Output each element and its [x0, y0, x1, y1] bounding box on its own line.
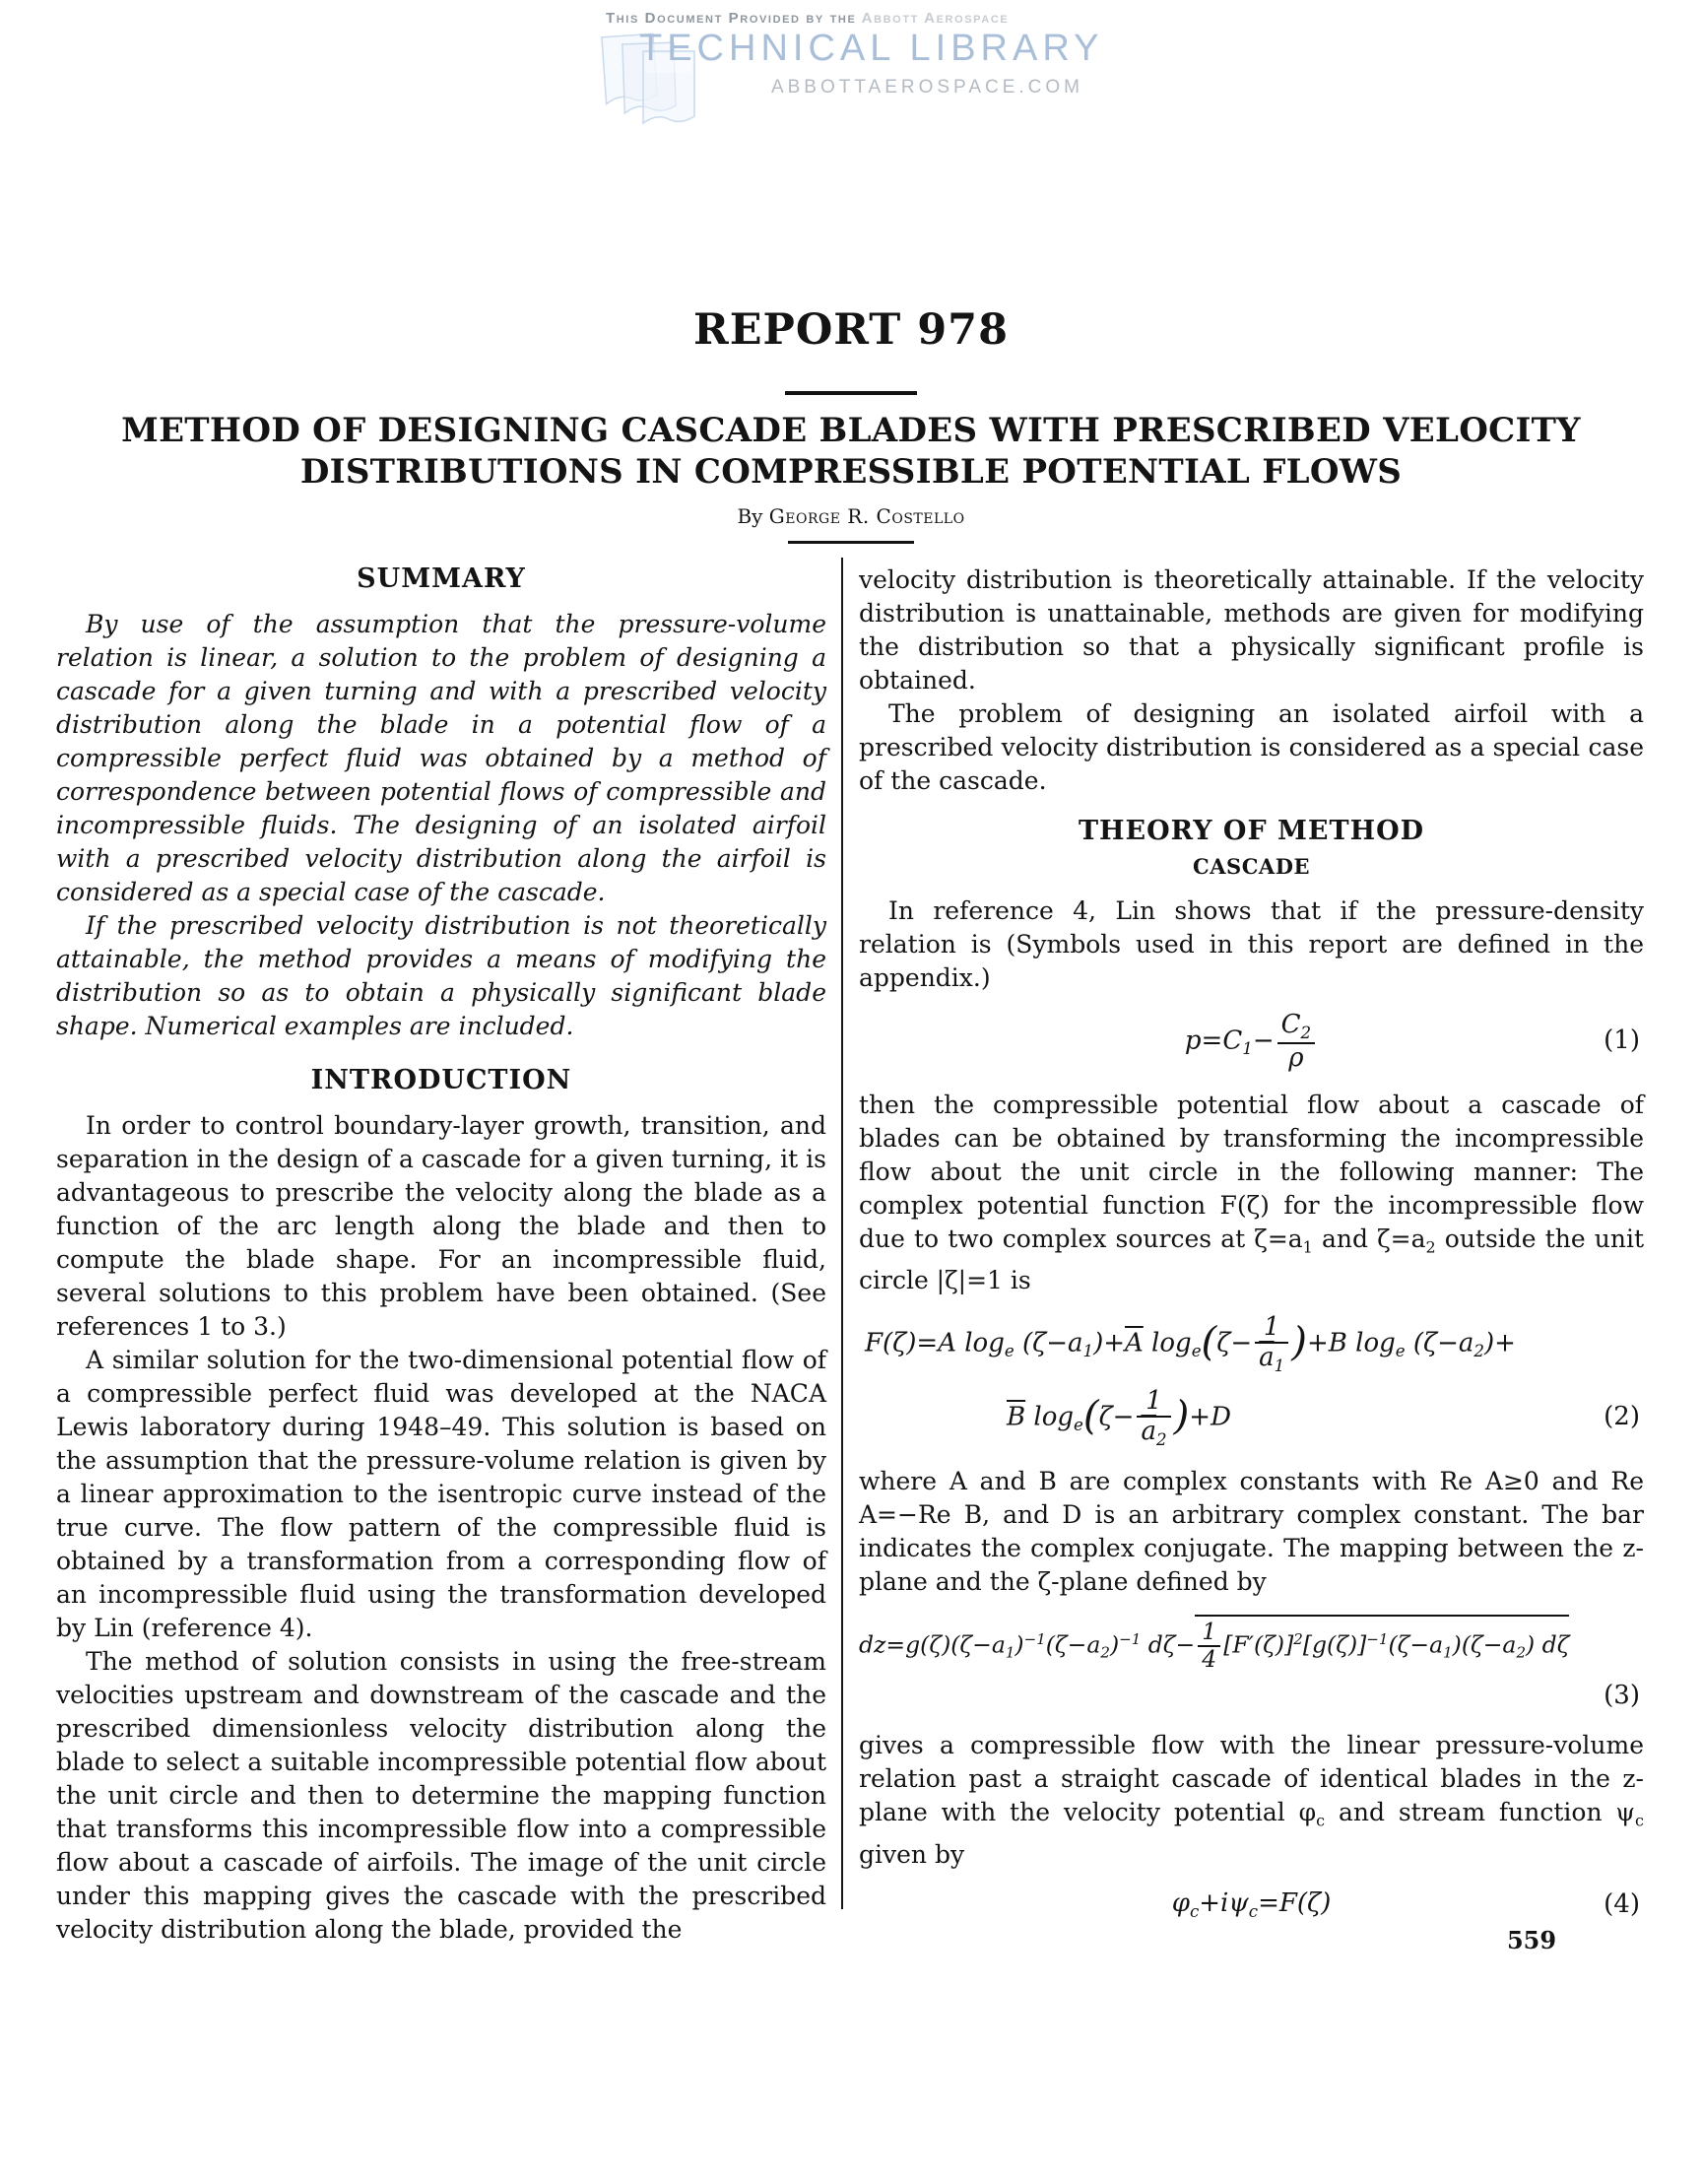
- left-column: [56, 563, 826, 1947]
- page-number: 559: [1506, 1926, 1557, 1954]
- cascade-p4-seg3: given by: [859, 1839, 965, 1869]
- eq2-close-paren-1: ): [1291, 1318, 1307, 1365]
- cascade-p4-seg1: gives a compressible flow with the linear pressure-volume relation past a straight cascade of identical blades in the z-plane with the velocity potential: [859, 1731, 1644, 1827]
- eq3-conjugate-group: [1195, 1615, 1569, 1673]
- right-column: [859, 563, 1644, 1938]
- eq4-phi-sub: c: [1189, 1901, 1200, 1921]
- eq3-t5: (ζ−a: [1045, 1630, 1101, 1659]
- eq2-t14: log: [1025, 1402, 1074, 1432]
- eq2-open-paren-2: (: [1082, 1392, 1099, 1439]
- continuation-paragraph-1: velocity distribution is theoretically attainable. If the velocity distribution is unattainable, methods are given for modifying the distribution so that a physically significant profile is obtained.: [859, 565, 1644, 695]
- eq4-psi-sub: c: [1248, 1901, 1259, 1921]
- eq2-t13: )+: [1483, 1328, 1516, 1358]
- eq2-t11: (ζ−a: [1405, 1328, 1474, 1358]
- eq2-frac1-den-a: $\overline{a}$: [1259, 1342, 1275, 1372]
- summary-paragraph-1: By use of the assumption that the pressure-volume relation is linear, a solution to the problem of designing a cascade for a given turning and with a prescribed velocity distribution along the blade in a potential flow of a compressible perfect fluid was obtained by a method of correspondence between potential flows of compressible and incompressible fluids. The designing of an isolated airfoil with a prescribed velocity distribution along the airfoil is considered as a special case of the cascade.: [56, 610, 826, 906]
- watermark-provided-line: [606, 10, 1009, 27]
- eq1-lhs: p=C: [1184, 1026, 1243, 1056]
- watermark-provider-text: Abbott Aerospace: [861, 10, 1010, 27]
- eq2-t16: ζ−: [1098, 1402, 1135, 1432]
- eq4-phi: φ: [1171, 1887, 1190, 1918]
- cascade-p4-psi: ψ: [1615, 1798, 1636, 1827]
- eq1-fraction-denominator: ρ: [1288, 1043, 1304, 1074]
- eq2-frac2-den: [1137, 1418, 1170, 1449]
- eq3-t11: 2: [1293, 1629, 1303, 1648]
- eq2-open-paren-1: (: [1201, 1318, 1217, 1365]
- header-rule-bottom: [788, 541, 914, 544]
- eq1-num-sub: 2: [1300, 1023, 1312, 1042]
- eq3-t2: 1: [1005, 1643, 1015, 1662]
- watermark: [594, 8, 1104, 156]
- page-title: [0, 410, 1702, 493]
- eq2-B-conjugate: $\overline{B}$: [1007, 1402, 1026, 1432]
- eq3-t17: 2: [1516, 1643, 1527, 1662]
- equation-3-line: [859, 1615, 1644, 1673]
- eq3-t3: ): [1015, 1630, 1024, 1659]
- cascade-p2-seg3: outside the unit circle |ζ|=1 is: [859, 1224, 1644, 1295]
- eq3-t6: 2: [1100, 1643, 1110, 1662]
- cascade-subheading: CASCADE: [1193, 854, 1310, 879]
- eq2-t12: 2: [1473, 1342, 1484, 1361]
- continuation-paragraph-2: The problem of designing an isolated airfoil with a prescribed velocity distribution is considered as a special case of the cascade.: [859, 699, 1644, 795]
- cascade-p4-sub2: c: [1635, 1811, 1644, 1830]
- author-name: George R. Costello: [768, 504, 965, 528]
- equation-1-number: (1): [1604, 1026, 1640, 1056]
- cascade-p4-seg2: and stream function: [1325, 1798, 1616, 1827]
- eq2-fraction-1: [1255, 1313, 1288, 1375]
- eq3-t8: −1: [1119, 1629, 1142, 1648]
- watermark-site-text: ABBOTTAEROSPACE.COM: [770, 77, 1083, 98]
- equation-2-number: (2): [1604, 1402, 1640, 1432]
- eq1-fraction-numerator: [1277, 1011, 1315, 1044]
- cascade-p2-seg1: then the compressible potential flow about a cascade of blades can be obtained by transforming the incompressible flow about the unit circle in the following manner: The complex potential function F(ζ) for the incompressible flow due to two complex sources at ζ=a: [859, 1090, 1644, 1253]
- eq2-t8: ζ−: [1216, 1328, 1253, 1358]
- eq2-frac2-num: 1: [1137, 1387, 1170, 1418]
- cascade-paragraph-1: In reference 4, Lin shows that if the pressure-density relation is (Symbols used in this report are defined in the appendix.): [859, 896, 1644, 992]
- summary-heading: SUMMARY: [357, 563, 526, 594]
- theory-of-method-heading: THEORY OF METHOD: [1078, 816, 1425, 846]
- eq3-frac-den: 4: [1202, 1644, 1217, 1673]
- cascade-p2-sub1: 1: [1302, 1237, 1313, 1257]
- eq1-fraction: [1277, 1011, 1315, 1073]
- introduction-paragraph-2: A similar solution for the two-dimensional potential flow of a compressible perfect fluid was developed at the NACA Lewis laboratory during 1948–49. This solution is based on the assumption that the pressure-volume relation is given by a linear approximation to the isentropic curve instead of the true curve. The flow pattern of the compressible fluid is obtained by a transformation from a corresponding flow of an incompressible fluid using the transformation developed by Lin (reference 4).: [56, 1346, 826, 1642]
- eq2-close-paren-2: ): [1173, 1392, 1190, 1439]
- eq2-A-conjugate: $\overline{A}$: [1125, 1328, 1144, 1358]
- cascade-paragraph-4: [859, 1729, 1644, 1872]
- eq3-t1: dz=g(ζ)(ζ−a: [859, 1630, 1006, 1659]
- equation-4-number: (4): [1604, 1888, 1640, 1919]
- header-rule-top: [785, 391, 917, 395]
- eq3-t9: dζ−: [1141, 1630, 1196, 1659]
- column-divider: [841, 558, 843, 1909]
- introduction-paragraph-3: The method of solution consists in using the free-stream velocities upstream and downstream of the cascade and the prescribed dimensionless velocity distribution along the blade to select a suitable incompressible potential flow about the unit circle and then to determine the mapping function that transforms this incompressible flow into a compressible flow about a cascade of airfoils. The image of the unit circle under this mapping gives the cascade with the prescribed velocity distribution along the blade, provided the: [56, 1647, 826, 1944]
- byline: [0, 504, 1702, 528]
- eq4-mid: +iψ: [1199, 1887, 1249, 1918]
- eq2-fraction-2: [1137, 1387, 1170, 1449]
- summary-paragraph-2: If the prescribed velocity distribution is not theoretically attainable, the method provides a means of modifying the distribution so as to obtain a physically significant blade shape. Numerical examples are included.: [56, 911, 826, 1040]
- eq3-t12: [g(ζ)]: [1302, 1630, 1367, 1659]
- eq1-num: C: [1280, 1010, 1301, 1039]
- eq3-frac-num: 1: [1198, 1620, 1220, 1647]
- introduction-paragraph-1: In order to control boundary-layer growth, transition, and separation in the design of a cascade for a given turning, it is advantageous to prescribe the velocity along the blade as a function of the arc length along the blade and then to compute the blade shape. For an incompressible fluid, several solutions to this problem have been obtained. (See references 1 to 3.): [56, 1111, 826, 1341]
- introduction-heading: INTRODUCTION: [310, 1065, 572, 1095]
- eq2-frac1-den: [1255, 1344, 1288, 1375]
- equation-4: [859, 1887, 1644, 1922]
- eq3-t15: 1: [1443, 1643, 1453, 1662]
- cascade-p4-sub1: c: [1316, 1811, 1326, 1830]
- eq2-frac2-den-a: $\overline{a}$: [1141, 1416, 1156, 1446]
- eq2-t2: e: [1004, 1342, 1015, 1361]
- eq2-t4: 1: [1082, 1342, 1094, 1361]
- eq3-t16: )(ζ−a: [1452, 1630, 1517, 1659]
- cascade-paragraph-2: [859, 1089, 1644, 1298]
- eq2-t7: e: [1191, 1342, 1202, 1361]
- watermark-library-text: TECHNICAL LIBRARY: [639, 28, 1104, 69]
- eq3-t13: −1: [1366, 1629, 1389, 1648]
- eq3-t7: ): [1109, 1630, 1120, 1659]
- eq1-sub: 1: [1242, 1039, 1253, 1059]
- equation-3: [859, 1615, 1644, 1713]
- equation-3-number: (3): [1604, 1681, 1640, 1711]
- eq3-t14: (ζ−a: [1388, 1630, 1444, 1659]
- eq2-t1: F(ζ)=A log: [865, 1328, 1005, 1358]
- eq2-t6: log: [1143, 1328, 1192, 1358]
- cascade-paragraph-3: where A and B are complex constants with Re A≥0 and Re A=−Re B, and D is an arbitrary complex constant. The bar indicates the complex conjugate. The mapping between the z-plane and the ζ-plane defined by: [859, 1466, 1644, 1596]
- byline-prefix: By: [737, 504, 763, 528]
- cascade-p2-sub2: 2: [1425, 1237, 1436, 1257]
- eq2-t15: e: [1074, 1416, 1083, 1435]
- equation-2: [859, 1313, 1644, 1448]
- eq2-t17: +D: [1189, 1402, 1231, 1432]
- eq3-t4: −1: [1023, 1629, 1046, 1648]
- eq3-fraction: [1198, 1617, 1220, 1673]
- report-number: REPORT 978: [692, 305, 1009, 355]
- eq2-t9: +B log: [1306, 1328, 1396, 1358]
- cascade-p2-seg2: and ζ=a: [1312, 1224, 1426, 1253]
- watermark-provided-by-text: This Document Provided by the: [606, 10, 857, 27]
- eq2-frac1-den-sub: 1: [1274, 1356, 1285, 1375]
- title-line-2: DISTRIBUTIONS IN COMPRESSIBLE POTENTIAL FLOWS: [299, 452, 1403, 492]
- eq2-t3: (ζ−a: [1014, 1328, 1083, 1358]
- eq2-t10: e: [1395, 1342, 1406, 1361]
- eq2-frac2-den-sub: 2: [1155, 1429, 1167, 1449]
- eq3-t18: ) dζ: [1526, 1630, 1570, 1659]
- equation-2-line-2: [859, 1387, 1644, 1449]
- cascade-p4-phi: φ: [1298, 1798, 1317, 1827]
- title-line-1: METHOD OF DESIGNING CASCADE BLADES WITH PRESCRIBED VELOCITY: [121, 411, 1581, 450]
- eq2-t5: )+: [1093, 1328, 1126, 1358]
- equation-1: [859, 1011, 1644, 1073]
- equation-2-line-1: [859, 1313, 1644, 1375]
- eq2-frac1-num: 1: [1255, 1313, 1288, 1344]
- eq4-rhs: =F(ζ): [1258, 1887, 1332, 1918]
- eq3-t10: [F′(ζ)]: [1223, 1630, 1294, 1659]
- eq1-minus: −: [1252, 1026, 1275, 1056]
